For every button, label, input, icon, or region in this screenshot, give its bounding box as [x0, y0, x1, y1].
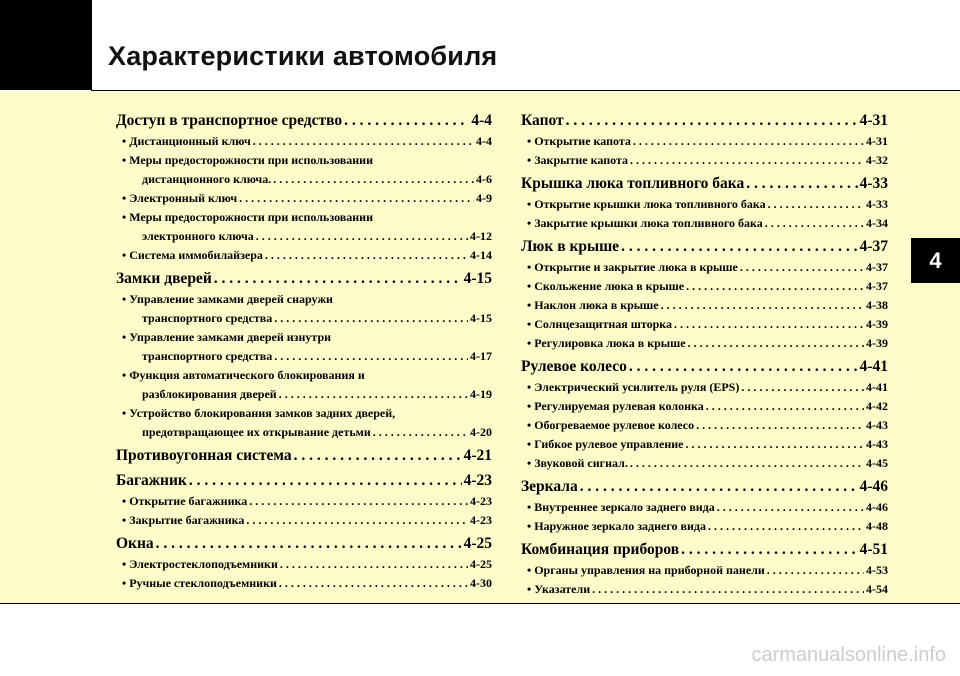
toc-entry-label: • Органы управления на приборной панели	[527, 563, 765, 577]
dot-leader	[746, 172, 857, 195]
toc-section-entry[interactable]	[521, 475, 888, 498]
toc-subentry[interactable]	[521, 378, 888, 397]
toc-subentry[interactable]	[116, 347, 492, 366]
toc-page-number: 4-32	[866, 153, 888, 167]
dot-leader	[239, 189, 474, 208]
corner-block	[0, 0, 91, 90]
dot-leader	[344, 109, 469, 132]
toc-entry-label: • Закрытие крышки люка топливного бака	[527, 216, 763, 230]
dot-leader	[280, 555, 468, 574]
toc-page-number: 4-38	[866, 298, 888, 312]
dot-leader	[279, 385, 468, 404]
toc-subentry[interactable]	[521, 435, 888, 454]
toc-column-left	[116, 107, 492, 593]
toc-page-number: 4-15	[470, 311, 492, 325]
toc-subentry-title: • Управление замками дверей изнутри	[122, 330, 332, 344]
dot-leader	[674, 315, 864, 334]
toc-entry-label: • Солнцезащитная шторка	[527, 317, 673, 331]
toc-section-entry[interactable]	[521, 109, 888, 132]
dot-leader	[741, 378, 864, 397]
toc-section-entry[interactable]	[116, 469, 492, 492]
toc-page-number: 4-37	[859, 238, 888, 255]
dot-leader	[256, 227, 468, 246]
toc-subentry[interactable]	[116, 309, 492, 328]
toc-entry-label: • Открытие и закрытие люка в крыше	[527, 260, 738, 274]
toc-page-number: 4-33	[866, 197, 888, 211]
toc-section-entry[interactable]	[521, 235, 888, 258]
toc-page-number: 4-34	[866, 216, 888, 230]
toc-subentry-title: • Меры предосторожности при использовании	[122, 153, 374, 167]
toc-subentry[interactable]	[521, 151, 888, 170]
toc-entry-label: транспортного средства	[142, 311, 273, 325]
chapter-tab: 4	[911, 238, 960, 283]
dot-leader	[566, 109, 858, 132]
toc-subentry[interactable]	[521, 195, 888, 214]
dot-leader	[189, 469, 462, 492]
toc-entry-label: • Скольжение люка в крыше	[527, 279, 685, 293]
toc-page-number: 4-46	[859, 478, 888, 495]
dot-leader	[592, 580, 864, 599]
toc-subentry[interactable]	[116, 555, 492, 574]
dot-leader	[767, 561, 864, 580]
dot-leader	[373, 423, 468, 442]
dot-leader	[249, 492, 468, 511]
dot-leader	[661, 296, 864, 315]
toc-page-number: 4-21	[463, 447, 492, 464]
toc-page-number: 4-25	[463, 535, 492, 552]
toc-subentry[interactable]	[521, 498, 888, 517]
dot-leader	[765, 214, 864, 233]
toc-page-number: 4-39	[866, 317, 888, 331]
toc-entry-label: • Регулировка люка в крыше	[527, 336, 686, 350]
dot-leader	[294, 444, 462, 467]
toc-subentry-title: • Устройство блокирования замков задних дверей,	[122, 406, 396, 420]
toc-subentry[interactable]	[116, 511, 492, 530]
dot-leader	[686, 277, 864, 296]
toc-page-number: 4-48	[866, 519, 888, 533]
toc-subentry[interactable]	[521, 296, 888, 315]
toc-subentry-title: • Функция автоматического блокирования и	[122, 368, 365, 382]
toc-entry-label: • Наружное зеркало заднего вида	[527, 519, 706, 533]
toc-page-number: 4-51	[859, 541, 888, 558]
toc-subentry[interactable]	[521, 277, 888, 296]
dot-leader	[633, 132, 864, 151]
toc-section-entry[interactable]	[116, 267, 492, 290]
dot-leader	[265, 246, 468, 265]
toc-page-number: 4-46	[866, 500, 888, 514]
dot-leader	[706, 397, 864, 416]
toc-section-entry[interactable]	[521, 355, 888, 378]
toc-subentry[interactable]	[521, 132, 888, 151]
dot-leader	[279, 574, 468, 593]
toc-page-number: 4-19	[470, 387, 492, 401]
toc-page-number: 4-39	[866, 336, 888, 350]
toc-entry-label: разблокирования дверей	[142, 387, 277, 401]
toc-entry-label: транспортного средства	[142, 349, 273, 363]
dot-leader	[246, 511, 468, 530]
toc-entry-label: Замки дверей	[116, 270, 212, 287]
toc-page-number: 4-31	[866, 134, 888, 148]
toc-subentry[interactable]	[116, 227, 492, 246]
dot-leader	[688, 334, 864, 353]
toc-entry-label: • Открытие багажника	[122, 494, 248, 508]
toc-entry-label: • Электрический усилитель руля (EPS)	[527, 380, 740, 394]
dot-leader	[253, 132, 474, 151]
toc-page-number: 4-23	[470, 513, 492, 527]
dot-leader	[214, 267, 462, 290]
toc-entry-label: Доступ в транспортное средство	[116, 112, 343, 129]
toc-page-number: 4-53	[866, 563, 888, 577]
toc-page-number: 4-15	[463, 270, 492, 287]
dot-leader	[686, 435, 865, 454]
dot-leader	[630, 454, 864, 473]
page-title: Характеристики автомобиля	[108, 41, 498, 71]
toc-page-number: 4-14	[470, 248, 492, 262]
toc-subentry[interactable]	[521, 561, 888, 580]
dot-leader	[274, 347, 468, 366]
toc-subentry[interactable]	[116, 423, 492, 442]
toc-section-entry[interactable]	[521, 538, 888, 561]
toc-page-number: 4-43	[866, 437, 888, 451]
toc-entry-label: • Наклон люка в крыше	[527, 298, 659, 312]
toc-page-number: 4-37	[866, 279, 888, 293]
toc-entry-label: Рулевое колесо	[521, 358, 627, 375]
toc-subentry[interactable]	[521, 517, 888, 536]
toc-page-number: 4-4	[471, 112, 492, 129]
dot-leader	[768, 195, 864, 214]
dot-leader	[156, 532, 462, 555]
toc-entry-label: • Электростеклоподъемники	[122, 557, 278, 571]
toc-page-number: 4-17	[470, 349, 492, 363]
toc-entry-label: • Дистанционный ключ	[122, 134, 251, 148]
toc-page-number: 4-9	[476, 191, 492, 205]
toc-column-right	[521, 107, 888, 599]
dot-leader	[621, 235, 858, 258]
toc-subentry[interactable]	[521, 315, 888, 334]
toc-entry-label: Зеркала	[521, 478, 578, 495]
toc-page-number: 4-23	[470, 494, 492, 508]
toc-entry-label: Противоугонная система	[116, 447, 292, 464]
toc-subentry[interactable]	[116, 574, 492, 593]
toc-entry-label: • Обогреваемое рулевое колесо	[527, 418, 695, 432]
toc-page-number: 4-33	[859, 175, 888, 192]
toc-entry-label: • Регулируемая рулевая колонка	[527, 399, 704, 413]
toc-subentry[interactable]	[521, 258, 888, 277]
toc-subentry[interactable]	[521, 397, 888, 416]
toc-subentry[interactable]	[521, 334, 888, 353]
toc-page-number: 4-42	[866, 399, 888, 413]
toc-entry-label: Окна	[116, 535, 154, 552]
bottom-rule	[0, 603, 960, 604]
toc-page-number: 4-23	[463, 472, 492, 489]
toc-page-number: 4-31	[859, 112, 888, 129]
toc-entry-label: • Электронный ключ	[122, 191, 238, 205]
toc-subentry-title: • Управление замками дверей снаружи	[122, 292, 333, 306]
toc-section-entry[interactable]	[116, 532, 492, 555]
toc-page-number: 4-37	[866, 260, 888, 274]
toc-entry-label: • Закрытие капота	[527, 153, 628, 167]
toc-entry-label: дистанционного ключа.	[142, 172, 272, 186]
dot-leader	[681, 538, 857, 561]
toc-entry-label: Багажник	[116, 472, 187, 489]
toc-entry-label: • Звуковой сигнал.	[527, 456, 628, 470]
toc-entry-label: • Указатели	[527, 582, 591, 596]
toc-subentry[interactable]	[116, 492, 492, 511]
toc-page-number: 4-20	[470, 425, 492, 439]
dot-leader	[740, 258, 864, 277]
toc-entry-label: • Закрытие багажника	[122, 513, 245, 527]
toc-entry-label: • Система иммобилайзера	[122, 248, 263, 262]
toc-entry-label: • Открытие крышки люка топливного бака	[527, 197, 766, 211]
toc-page-number: 4-41	[866, 380, 888, 394]
toc-page-number: 4-6	[476, 172, 492, 186]
toc-subentry[interactable]	[116, 385, 492, 404]
toc-section-entry[interactable]	[116, 444, 492, 467]
dot-leader	[630, 151, 864, 170]
toc-page-number: 4-4	[476, 134, 492, 148]
toc-entry-label: • Открытие капота	[527, 134, 631, 148]
toc-section-entry[interactable]	[521, 172, 888, 195]
toc-entry-label: Люк в крыше	[521, 238, 620, 255]
toc-entry-label: Комбинация приборов	[521, 541, 680, 558]
toc-entry-label: • Внутреннее зеркало заднего вида	[527, 500, 715, 514]
toc-page-number: 4-12	[470, 229, 492, 243]
toc-page-number: 4-25	[470, 557, 492, 571]
toc-entry-label: предотвращающее их открывание детьми	[142, 425, 371, 439]
toc-page-number: 4-30	[470, 576, 492, 590]
toc-subentry[interactable]	[116, 132, 492, 151]
toc-subentry[interactable]	[521, 416, 888, 435]
toc-subentry[interactable]	[116, 170, 492, 189]
toc-entry-label: Капот	[521, 112, 564, 129]
toc-page-number: 4-43	[866, 418, 888, 432]
toc-page-number: 4-45	[866, 456, 888, 470]
dot-leader	[274, 309, 468, 328]
toc-entry-label: • Ручные стеклоподъемники	[122, 576, 277, 590]
toc-page-number: 4-54	[866, 582, 888, 596]
dot-leader	[580, 475, 858, 498]
watermark: carmanualsonline.info	[751, 644, 946, 666]
dot-leader	[629, 355, 858, 378]
dot-leader	[717, 498, 864, 517]
dot-leader	[708, 517, 864, 536]
dot-leader	[273, 170, 474, 189]
toc-subentry-title: • Меры предосторожности при использовании	[122, 210, 374, 224]
toc-entry-label: • Гибкое рулевое управление	[527, 437, 684, 451]
toc-page-number: 4-41	[859, 358, 888, 375]
toc-entry-label: Крышка люка топливного бака	[521, 175, 745, 192]
toc-entry-label: электронного ключа	[142, 229, 254, 243]
toc-subentry[interactable]	[116, 189, 492, 208]
toc-subentry[interactable]	[521, 214, 888, 233]
toc-subentry[interactable]	[521, 580, 888, 599]
toc-section-entry[interactable]	[116, 109, 492, 132]
toc-subentry[interactable]	[521, 454, 888, 473]
toc-subentry[interactable]	[116, 246, 492, 265]
dot-leader	[696, 416, 864, 435]
